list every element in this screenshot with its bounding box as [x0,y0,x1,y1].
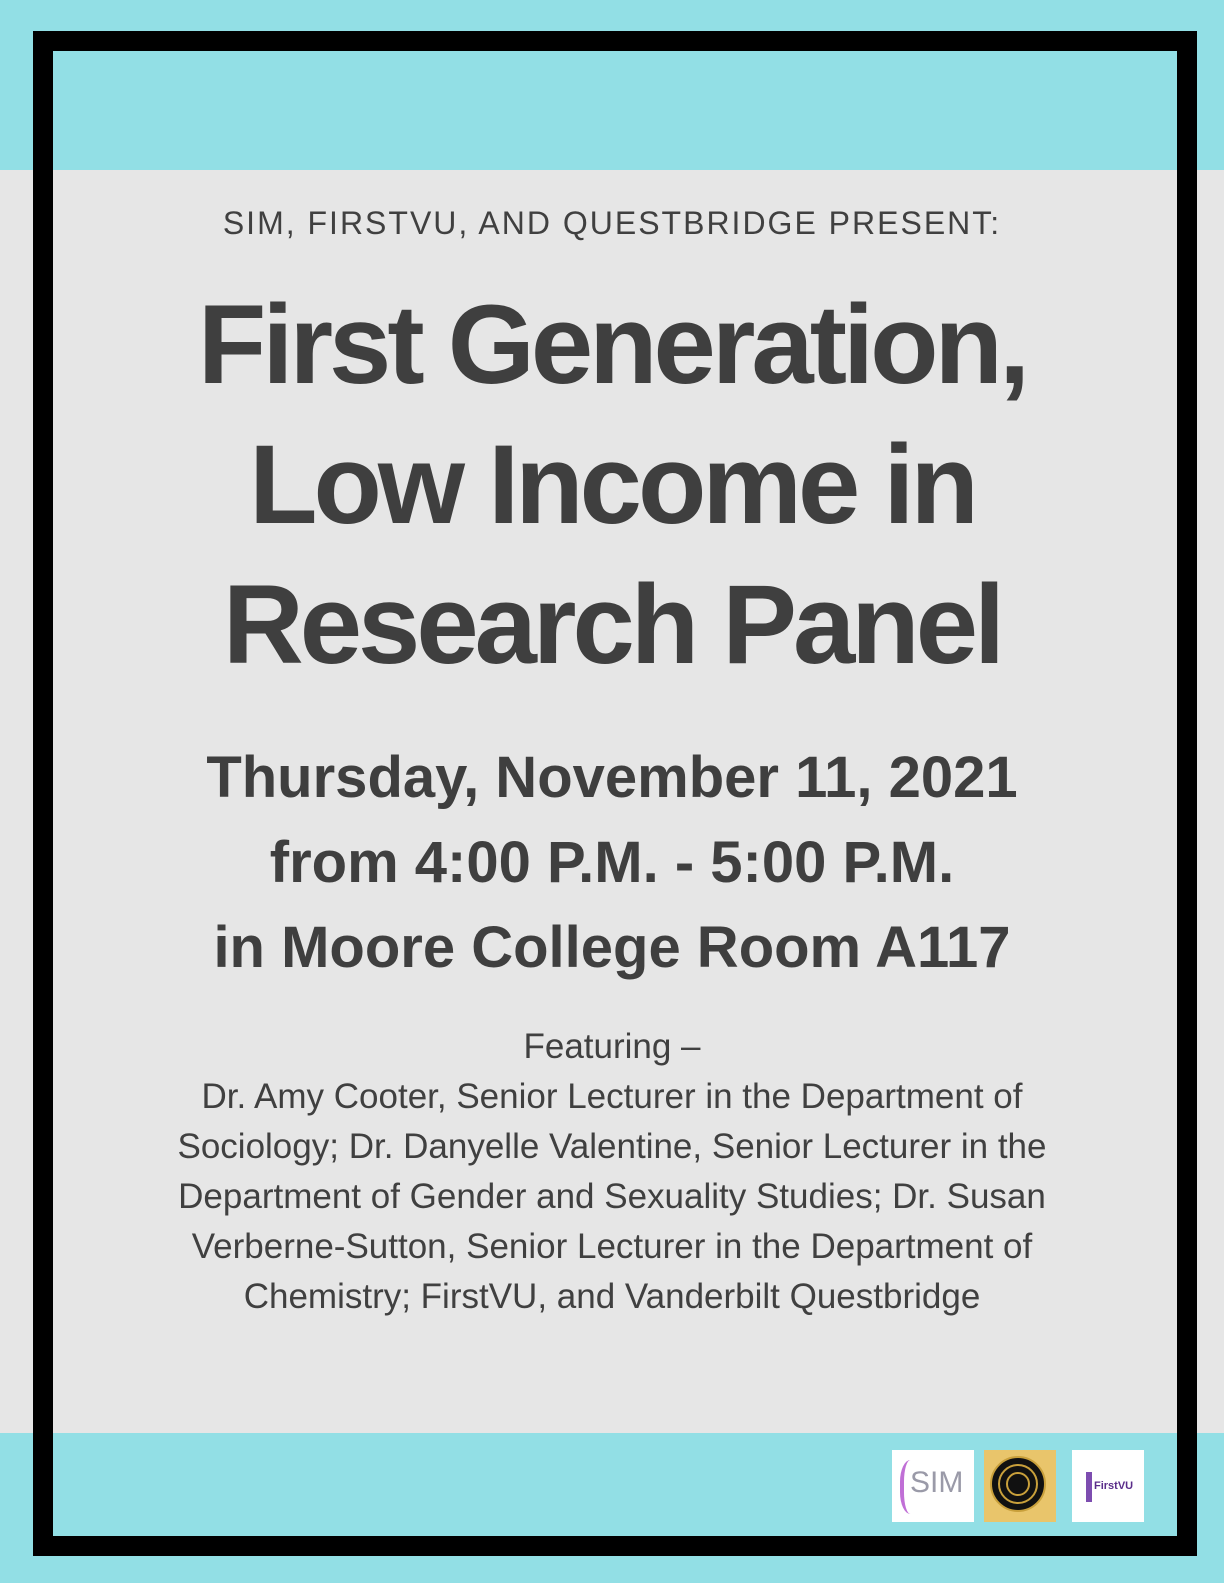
firstvu-logo-mark [1086,1472,1092,1502]
featuring-label: Featuring – [523,1027,701,1066]
title-line-1: First Generation, [197,282,1027,407]
presenter-line: SIM, FIRSTVU, AND QUESTBRIDGE PRESENT: [222,205,1002,241]
featuring-section [0,1022,1224,1322]
event-details [0,735,1224,990]
title-line-2: Low Income in [249,422,975,547]
event-location: in Moore College Room A117 [213,915,1011,980]
sponsor-logos [892,1450,1144,1522]
title-line-3: Research Panel [222,562,1002,687]
questbridge-logo [984,1450,1056,1522]
event-date: Thursday, November 11, 2021 [206,745,1018,810]
questbridge-inner-ring [1006,1472,1030,1496]
featuring-panelists: Dr. Amy Cooter, Senior Lecturer in the Department of Sociology; Dr. Danyelle Valentine, Senior Lecturer in the Department of Gender and Sexuality Studies; Dr. Susan Verberne-Sutton, Senior Lecturer in the Department of Chemistry; FirstVU, and Vanderbilt Questbridge [177,1077,1047,1316]
event-title [0,275,1224,695]
firstvu-logo-text: FirstVU [1094,1480,1134,1492]
event-time: from 4:00 P.M. - 5:00 P.M. [269,830,955,895]
sim-logo [892,1450,974,1522]
sim-logo-text: SIM [910,1466,964,1499]
firstvu-logo [1072,1450,1144,1522]
